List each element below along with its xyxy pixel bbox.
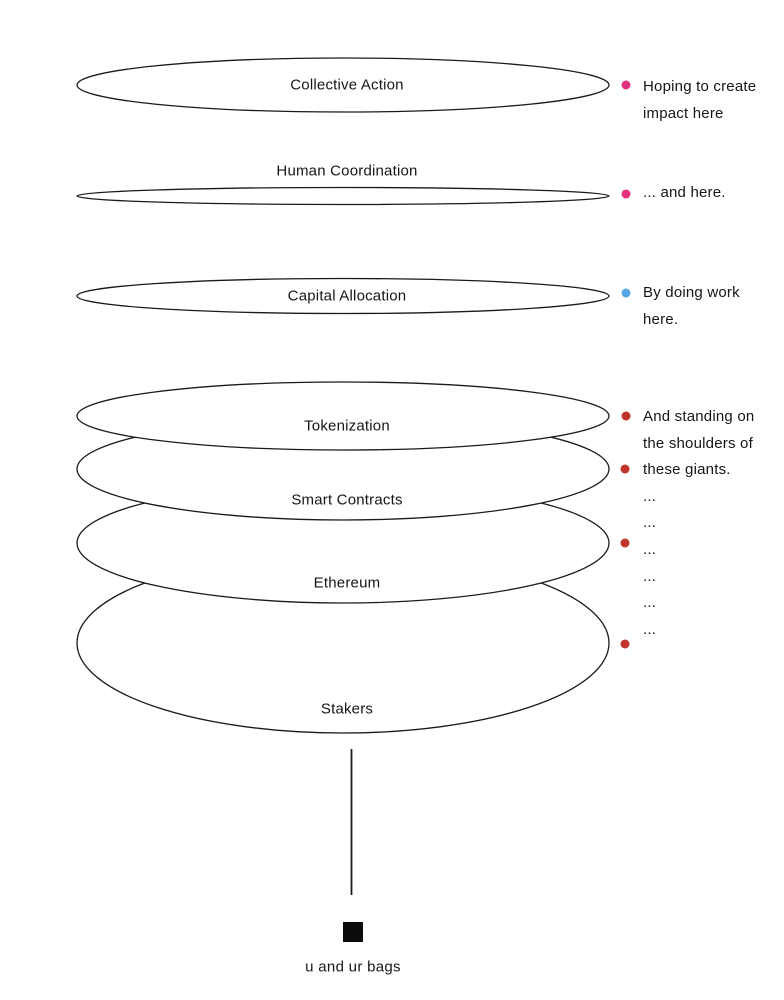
annotation-line: And standing on	[643, 408, 755, 425]
layer-label-stakers: Stakers	[320, 700, 374, 718]
layer-label-smart-contracts: Smart Contracts	[291, 491, 403, 509]
annotation-line: ...	[643, 594, 657, 612]
annotation-impact	[643, 74, 756, 127]
tokenization-ellipse	[77, 382, 609, 450]
red-dot-tokenization	[622, 412, 631, 421]
annotation-line: the shoulders of	[643, 434, 753, 452]
annotation-doing-work	[643, 280, 740, 333]
layer-label-collective-action: Collective Action	[290, 76, 404, 94]
red-dot-stakers	[621, 640, 630, 649]
layer-label-ethereum: Ethereum	[313, 574, 381, 592]
layer-label-capital-allocation: Capital Allocation	[287, 287, 407, 305]
annotation-line: here.	[643, 310, 679, 328]
red-dot-smart-contracts	[621, 465, 630, 474]
blue-dot-capital-allocation	[622, 289, 631, 298]
base-square	[343, 922, 363, 942]
annotation-line: ...	[643, 514, 657, 532]
annotation-line: ...	[643, 540, 657, 558]
pink-dot-human-coordination	[622, 190, 631, 199]
red-dot-ethereum	[621, 539, 630, 548]
annotation-and-here	[643, 180, 726, 207]
annotation-line: Hoping to create	[643, 78, 757, 95]
annotation-line: ... and here.	[643, 184, 726, 201]
footer-label-u-and-ur-bags: u and ur bags	[305, 958, 401, 976]
annotation-line: ...	[643, 620, 657, 638]
annotation-line: ...	[643, 487, 657, 505]
layer-label-tokenization: Tokenization	[304, 417, 390, 435]
annotation-line: these giants.	[643, 461, 731, 479]
annotation-giants	[643, 404, 754, 643]
layer-label-human-coordination: Human Coordination	[276, 162, 418, 180]
annotation-line: ...	[643, 567, 657, 585]
human-coordination-ellipse	[77, 188, 609, 205]
annotation-line: impact here	[643, 104, 724, 122]
pink-dot-collective-action	[622, 81, 631, 90]
annotation-line: By doing work	[643, 284, 740, 301]
